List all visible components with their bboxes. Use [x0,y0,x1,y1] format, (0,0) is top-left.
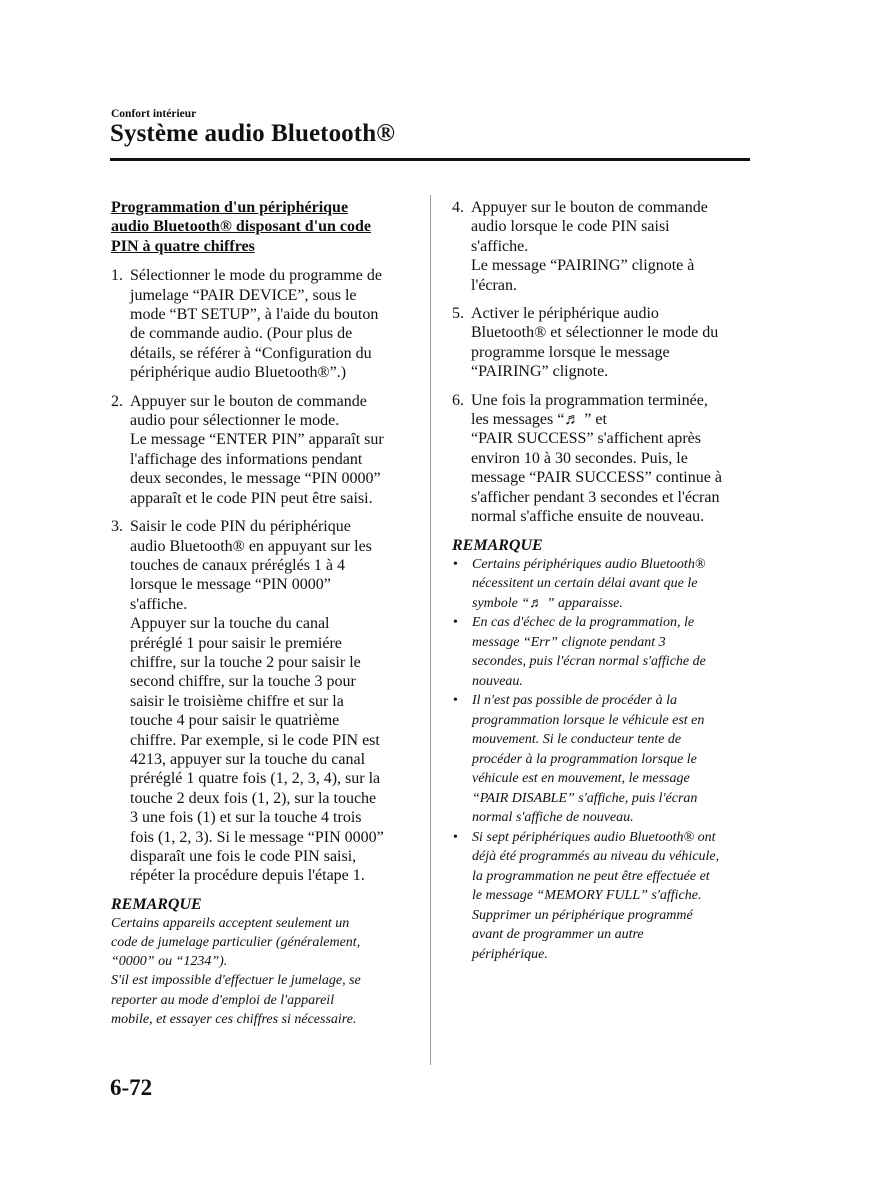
step-text: Appuyer sur le bouton de commande audio pour sélectionner le mode. Le message “ENTER PIN” apparaît sur l'affichage des informations pendant deux secondes, le message “PIN 0000” apparaît et le code PIN peut être saisi. [130,392,384,507]
bullet-text: Si sept périphériques audio Bluetooth® ont déjà été programmés au niveau du véhicule, la programmation ne peut être effectuée et le message “MEMORY FULL” s'affiche. Supprimer un périphérique programmé avant de programmer un autre périphérique. [472,829,720,962]
page-number: 6-72 [110,1075,153,1100]
step-3 [111,517,411,886]
step-text: Activer le périphérique audio Bluetooth® et sélectionner le mode du programme lorsque le message “PAIRING” clignote. [471,305,719,381]
remarque-bullet [452,613,752,691]
step-6 [452,391,752,527]
step-number: 1. [111,267,123,285]
step-number: 3. [111,518,123,536]
bullet-icon: • [453,693,458,708]
bullet-text: Certains périphériques audio Bluetooth® nécessitent un certain délai avant que le symbole “♬ ” apparaisse. [472,556,706,611]
step-number: 4. [452,199,464,216]
bullet-icon: • [453,829,458,845]
remarque-text: Certains appareils acceptent seulement un code de jumelage particulier (généralement, “0000” ou “1234”). S'il est impossible d'effectuer le jumelage, se reporter au mode d'emploi de l'appareil mobile, et essayer ces chiffres si nécessaire. [111,915,361,1027]
remarque-title: REMARQUE [111,895,202,913]
bullet-text: Il n'est pas possible de procéder à la programmation lorsque le véhicule est en mouvement. Si le conducteur tente de procéder à la programmation lorsque le véhicule est en mouvement, le message “PAIR DISABLE” s'affiche, puis l'écran normal s'affiche de nouveau. [472,693,705,825]
remarque-bullet [452,828,752,965]
bullet-icon: • [453,615,458,630]
remarque-bullet [452,691,752,828]
step-text: Saisir le code PIN du périphérique audio Bluetooth® en appuyant sur les touches de canaux préréglés 1 à 4 lorsque le message “PIN 0000” s'affiche. Appuyer sur la touche du canal préréglé 1 pour saisir le premiére chiffre, sur la touche 2 pour saisir le second chiffre, sur la touche 3 pour saisir le troisième chiffre et sur la touche 4 pour saisir le quatrième chiffre. Par exemple, si le code PIN est 4213, appuyer sur la touche du canal préréglé 1 quatre fois (1, 2, 3, 4), sur la touche 2 deux fois (1, 2), sur la touche 3 une fois (1) et sur la touche 4 trois fois (1, 2, 3). Si le message “PIN 0000” disparaît une fois le code PIN saisi, répéter la procédure depuis l'étape 1. [130,518,384,885]
step-text: Sélectionner le mode du programme de jumelage “PAIR DEVICE”, sous le mode “BT SETUP”, à l'aide du bouton de commande audio. (Pour plus de détails, se référer à “Configuration du périphérique audio Bluetooth®”.) [130,267,382,382]
right-column [452,198,752,964]
step-4 [452,198,752,295]
step-number: 2. [111,392,123,410]
step-number: 6. [452,391,464,409]
step-5 [452,304,752,382]
step-text: Appuyer sur le bouton de commande audio lorsque le code PIN saisi s'affiche. Le message “PAIRING” clignote à l'écran. [471,199,708,294]
page-title: Système audio Bluetooth® [110,120,395,147]
remarque-bullet [452,555,752,614]
step-2 [111,392,411,508]
left-column [111,198,411,1029]
step-1 [111,266,411,382]
section-label: Confort intérieur [111,108,197,120]
title-rule [110,158,750,161]
step-text: Une fois la programmation terminée, les messages “♬ ” et “PAIR SUCCESS” s'affichent après environ 10 à 30 secondes. Puis, le message “PAIR SUCCESS” continue à s'afficher pendant 3 secondes et l'écran normal s'affiche ensuite de nouveau. [471,391,722,526]
bullet-text: En cas d'échec de la programmation, le message “Err” clignote pendant 3 secondes, puis l'écran normal s'affiche de nouveau. [472,615,706,689]
step-number: 5. [452,305,464,323]
remarque-title: REMARQUE [452,536,543,554]
bullet-icon: • [453,556,458,572]
column-divider [430,195,431,1065]
subsection-heading: Programmation d'un périphérique audio Bluetooth® disposant d'un code PIN à quatre chiffres [111,199,372,255]
